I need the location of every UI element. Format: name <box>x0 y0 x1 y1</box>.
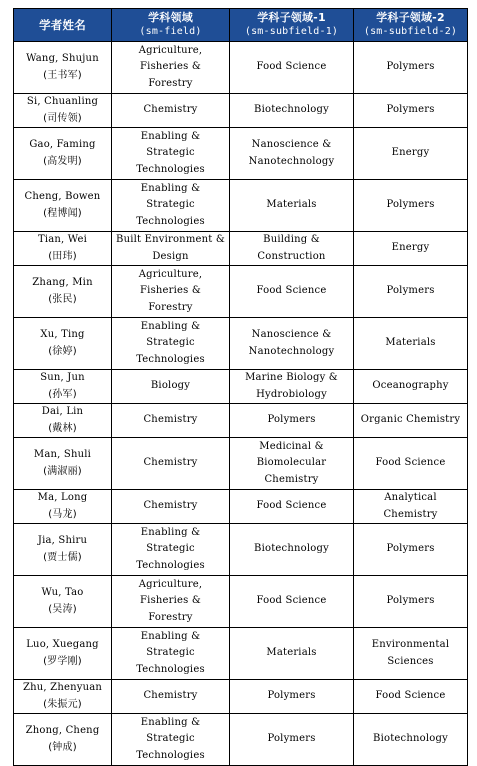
field-cell-line: Agriculture, <box>138 268 203 280</box>
subfield-1-cell-line: Biotechnology <box>254 543 329 555</box>
subfield-1-cell-line: Building & <box>263 234 320 245</box>
scholar-name-cell <box>14 128 112 180</box>
subfield-2-cell-line: Polymers <box>386 104 435 116</box>
scholar-name-en: Ma, Long <box>37 492 88 503</box>
subfield-1-cell-line: Construction <box>257 250 326 262</box>
header-field-label: 学科领域 <box>148 11 193 24</box>
field-cell-line: Technologies <box>136 559 205 571</box>
field-cell-line: Technologies <box>136 163 205 175</box>
field-cell <box>112 680 230 714</box>
scholar-name-zh: (罗学刚) <box>43 655 82 667</box>
table-row <box>14 94 468 128</box>
subfield-1-cell <box>230 490 354 524</box>
scholar-name-cell <box>14 180 112 232</box>
scholar-name-zh: (马龙) <box>48 508 77 520</box>
header-scholar-name <box>14 9 112 42</box>
field-cell <box>112 524 230 576</box>
table-row <box>14 266 468 318</box>
subfield-1-cell <box>230 680 354 714</box>
scholar-name-cell <box>14 404 112 438</box>
scholar-name-en: Gao, Faming <box>29 139 96 150</box>
header-scholar-name-label: 学者姓名 <box>39 18 86 32</box>
scholar-name-zh: (高发明) <box>43 155 82 167</box>
scholar-field-table <box>13 8 468 766</box>
field-cell-line: Strategic <box>146 147 195 159</box>
scholar-name-en: Luo, Xuegang <box>26 639 99 650</box>
field-cell-line: Technologies <box>136 749 205 761</box>
field-cell-line: Forestry <box>148 301 193 313</box>
scholar-name-cell <box>14 266 112 318</box>
subfield-2-cell <box>354 404 468 438</box>
table-row <box>14 180 468 232</box>
subfield-1-cell-line: Materials <box>266 647 317 659</box>
subfield-1-cell-line: Food Science <box>256 500 327 512</box>
subfield-2-cell-line: Energy <box>391 242 430 254</box>
table-row <box>14 404 468 438</box>
subfield-2-cell <box>354 42 468 94</box>
subfield-2-cell-line: Polymers <box>386 199 435 211</box>
scholar-name-zh: (王书军) <box>43 69 82 81</box>
scholar-name-en: Si, Chuanling <box>26 96 99 107</box>
subfield-1-cell <box>230 266 354 318</box>
scholar-name-cell <box>14 680 112 714</box>
scholar-name-cell <box>14 232 112 266</box>
subfield-2-cell-line: Polymers <box>386 61 435 73</box>
subfield-2-cell <box>354 94 468 128</box>
subfield-2-cell-line: Polymers <box>386 285 435 297</box>
field-cell <box>112 490 230 524</box>
subfield-2-cell-line: Oceanography <box>372 380 449 392</box>
header-field <box>112 9 230 42</box>
table-row <box>14 128 468 180</box>
scholar-name-en: Zhu, Zhenyuan <box>22 682 103 693</box>
subfield-1-cell-line: Polymers <box>267 414 316 426</box>
scholar-name-cell <box>14 714 112 766</box>
subfield-1-cell-line: Food Science <box>256 285 327 297</box>
subfield-2-cell-line: Polymers <box>386 543 435 555</box>
subfield-1-cell <box>230 42 354 94</box>
field-cell <box>112 94 230 128</box>
field-cell-line: Technologies <box>136 215 205 227</box>
scholar-name-zh: (田玮) <box>48 250 77 262</box>
subfield-1-cell-line: Food Science <box>256 595 327 607</box>
header-subfield-2-label: 学科子领域-2 <box>376 11 445 24</box>
subfield-2-cell <box>354 714 468 766</box>
scholar-name-zh: (程博闻) <box>43 207 82 219</box>
field-cell <box>112 180 230 232</box>
header-field-code: (sm-field) <box>139 26 202 37</box>
field-cell <box>112 628 230 680</box>
field-cell <box>112 318 230 370</box>
scholar-name-cell <box>14 524 112 576</box>
scholar-name-cell <box>14 42 112 94</box>
field-cell-line: Strategic <box>146 199 195 211</box>
field-cell-line: Enabling & <box>140 716 201 728</box>
subfield-2-cell-line: Food Science <box>375 690 446 702</box>
field-cell-line: Fisheries & <box>140 595 201 607</box>
field-cell <box>112 266 230 318</box>
field-cell <box>112 370 230 404</box>
subfield-2-cell-line: Organic Chemistry <box>360 414 461 426</box>
header-subfield-2 <box>354 9 468 42</box>
header-subfield-2-code: (sm-subfield-2) <box>363 26 458 37</box>
scholar-name-zh: (徐婷) <box>48 345 77 357</box>
subfield-1-cell <box>230 628 354 680</box>
field-cell-line: Enabling & <box>140 630 201 642</box>
field-cell <box>112 438 230 490</box>
subfield-1-cell <box>230 370 354 404</box>
subfield-2-cell-line: Energy <box>391 147 430 159</box>
scholar-name-cell <box>14 370 112 404</box>
field-cell <box>112 404 230 438</box>
subfield-2-cell <box>354 628 468 680</box>
scholar-name-zh: (钟成) <box>48 741 77 753</box>
table-row <box>14 438 468 490</box>
subfield-2-cell <box>354 266 468 318</box>
subfield-2-cell <box>354 490 468 524</box>
subfield-1-cell <box>230 318 354 370</box>
field-cell-line: Biology <box>150 380 191 392</box>
subfield-2-cell <box>354 680 468 714</box>
table-row <box>14 576 468 628</box>
subfield-2-cell-line: Biotechnology <box>373 733 448 745</box>
subfield-1-cell-line: Polymers <box>267 690 316 702</box>
field-cell-line: Forestry <box>148 611 193 623</box>
scholar-name-cell <box>14 438 112 490</box>
field-cell-line: Design <box>152 250 189 262</box>
subfield-1-cell <box>230 232 354 266</box>
field-cell-line: Chemistry <box>143 690 198 702</box>
field-cell-line: Enabling & <box>140 526 201 538</box>
field-cell-line: Chemistry <box>143 104 198 116</box>
field-cell-line: Strategic <box>146 337 195 349</box>
table-row <box>14 714 468 766</box>
field-cell-line: Enabling & <box>140 320 201 332</box>
field-cell-line: Strategic <box>146 647 195 659</box>
subfield-2-cell-line: Environmental <box>371 639 450 650</box>
header-subfield-1-label: 学科子领域-1 <box>257 11 326 24</box>
subfield-2-cell <box>354 318 468 370</box>
scholar-name-zh: (朱振元) <box>43 698 82 710</box>
scholar-name-zh: (贾士儒) <box>43 551 82 563</box>
scholar-name-en: Jia, Shiru <box>37 535 88 546</box>
field-cell-line: Technologies <box>136 663 205 675</box>
subfield-1-cell <box>230 128 354 180</box>
scholar-name-en: Wu, Tao <box>41 587 84 598</box>
subfield-2-cell-line: Analytical <box>384 492 437 503</box>
header-subfield-1-code: (sm-subfield-1) <box>244 26 339 37</box>
scholar-name-en: Xu, Ting <box>40 329 85 340</box>
subfield-1-cell <box>230 714 354 766</box>
subfield-1-cell-line: Nanotechnology <box>248 155 335 167</box>
scholar-name-en: Dai, Lin <box>41 406 84 417</box>
subfield-2-cell <box>354 438 468 490</box>
table-row <box>14 370 468 404</box>
table-row <box>14 42 468 94</box>
field-cell-line: Built Environment & <box>116 234 225 245</box>
field-cell-line: Forestry <box>148 77 193 89</box>
subfield-2-cell-line: Polymers <box>386 595 435 607</box>
table-row <box>14 318 468 370</box>
field-cell-line: Chemistry <box>143 500 198 512</box>
field-cell-line: Fisheries & <box>140 285 201 297</box>
scholar-name-cell <box>14 490 112 524</box>
subfield-2-cell-line: Sciences <box>387 655 434 667</box>
subfield-1-cell <box>230 180 354 232</box>
subfield-2-cell <box>354 370 468 404</box>
scholar-name-zh: (满淑丽) <box>43 465 82 477</box>
subfield-1-cell <box>230 576 354 628</box>
scholar-name-zh: (张民) <box>48 293 77 305</box>
subfield-1-cell-line: Polymers <box>267 733 316 745</box>
subfield-1-cell-line: Food Science <box>256 61 327 73</box>
scholar-name-cell <box>14 318 112 370</box>
subfield-2-cell-line: Chemistry <box>383 508 438 520</box>
subfield-2-cell-line: Materials <box>385 337 436 349</box>
scholar-name-en: Wang, Shujun <box>26 53 99 64</box>
subfield-2-cell <box>354 524 468 576</box>
subfield-1-cell-line: Chemistry <box>264 473 319 485</box>
field-cell-line: Agriculture, <box>138 44 203 56</box>
subfield-1-cell-line: Medicinal & <box>259 440 324 452</box>
scholar-name-cell <box>14 576 112 628</box>
field-cell <box>112 714 230 766</box>
field-cell-line: Enabling & <box>140 130 201 142</box>
scholar-name-en: Zhang, Min <box>32 277 93 288</box>
field-cell-line: Technologies <box>136 353 205 365</box>
scholar-name-en: Tian, Wei <box>37 234 87 245</box>
field-cell-line: Chemistry <box>143 414 198 426</box>
field-cell <box>112 576 230 628</box>
subfield-1-cell <box>230 524 354 576</box>
field-cell-line: Fisheries & <box>140 61 201 73</box>
subfield-1-cell <box>230 94 354 128</box>
subfield-2-cell <box>354 576 468 628</box>
scholar-name-en: Cheng, Bowen <box>24 191 101 202</box>
subfield-2-cell <box>354 232 468 266</box>
subfield-2-cell <box>354 180 468 232</box>
subfield-1-cell-line: Biotechnology <box>254 104 329 116</box>
field-cell <box>112 42 230 94</box>
table-row <box>14 680 468 714</box>
field-cell-line: Strategic <box>146 543 195 555</box>
subfield-1-cell-line: Materials <box>266 199 317 211</box>
subfield-1-cell-line: Nanoscience & <box>251 329 332 340</box>
header-row <box>14 9 468 42</box>
subfield-1-cell-line: Nanoscience & <box>251 139 332 150</box>
table-body <box>14 42 468 766</box>
subfield-1-cell <box>230 438 354 490</box>
table-row <box>14 628 468 680</box>
scholar-name-zh: (司传领) <box>43 112 82 124</box>
field-cell <box>112 128 230 180</box>
subfield-1-cell-line: Nanotechnology <box>248 345 335 357</box>
subfield-1-cell-line: Hydrobiology <box>256 388 327 400</box>
scholar-name-en: Man, Shuli <box>33 449 92 460</box>
field-cell-line: Chemistry <box>143 457 198 469</box>
field-cell-line: Strategic <box>146 733 195 745</box>
scholar-name-cell <box>14 628 112 680</box>
table-header <box>14 9 468 42</box>
field-cell-line: Agriculture, <box>138 578 203 590</box>
field-cell-line: Enabling & <box>140 182 201 194</box>
scholar-name-en: Zhong, Cheng <box>25 725 100 736</box>
table-row <box>14 232 468 266</box>
scholar-name-en: Sun, Jun <box>40 372 85 383</box>
subfield-2-cell <box>354 128 468 180</box>
scholar-name-cell <box>14 94 112 128</box>
table-row <box>14 490 468 524</box>
subfield-2-cell-line: Food Science <box>375 457 446 469</box>
subfield-1-cell <box>230 404 354 438</box>
scholar-name-zh: (吴涛) <box>48 603 77 615</box>
scholar-name-zh: (戴林) <box>48 422 77 434</box>
table-row <box>14 524 468 576</box>
subfield-1-cell-line: Marine Biology & <box>245 372 338 383</box>
scholar-name-zh: (孙军) <box>48 388 77 400</box>
subfield-1-cell-line: Biomolecular <box>256 457 327 469</box>
field-cell <box>112 232 230 266</box>
header-subfield-1 <box>230 9 354 42</box>
